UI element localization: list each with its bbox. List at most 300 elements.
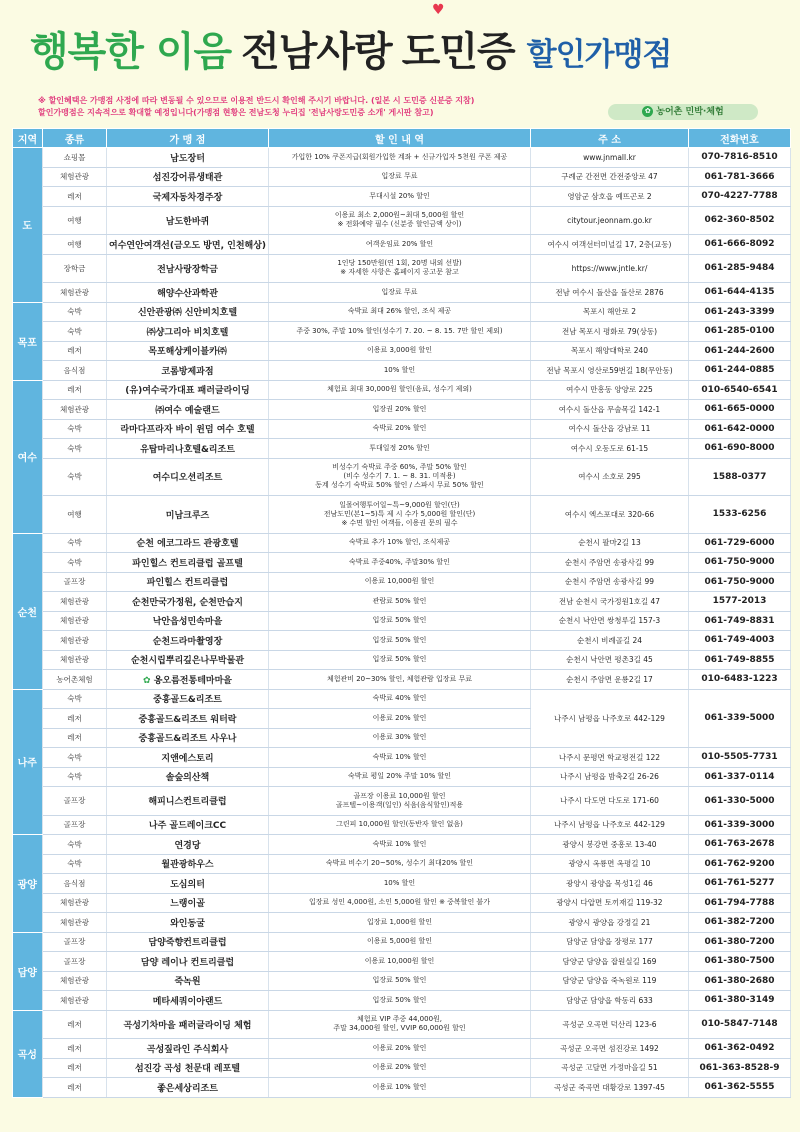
store-name: 느랭이골 — [170, 899, 205, 910]
discount-line: 숙박료 40% 할인 — [372, 694, 427, 703]
store-name-cell — [107, 1039, 269, 1059]
store-name: 낙안읍성민속마을 — [152, 617, 223, 628]
table-row — [13, 854, 791, 874]
table-row — [13, 874, 791, 894]
discount-cell — [269, 1058, 531, 1078]
address-cell: 목포시 해양대학로 240 — [531, 341, 689, 361]
address-cell: 광양시 다압면 토끼재길 119-32 — [531, 893, 689, 913]
address-cell: 순천시 주암면 송광사길 99 — [531, 572, 689, 592]
table-row — [13, 1010, 791, 1039]
category-cell: 여행 — [43, 235, 107, 255]
discount-line: 숙박료 10% 할인 — [372, 752, 427, 761]
discount-line: 그린피 10,000원 할인(동반자 할인 없음) — [336, 820, 463, 829]
discount-cell — [269, 1039, 531, 1059]
discount-cell — [269, 1078, 531, 1098]
category-cell: 체험관광 — [43, 283, 107, 303]
discount-line: 주중 30%, 주말 10% 할인(성수기 7. 20. ~ 8. 15. 7만 할인 제외) — [296, 326, 503, 335]
discount-cell — [269, 419, 531, 439]
table-row — [13, 787, 791, 816]
discount-line: 일몰여행투어일~특~9,000원 할인(단) — [339, 500, 460, 509]
discount-cell — [269, 148, 531, 168]
title-part-1: 행복한 이음 — [30, 29, 232, 75]
phone-cell: 010-6540-6541 — [689, 380, 791, 400]
col-header-phone: 전화번호 — [689, 129, 791, 148]
store-name: 곡성기차마을 패러글라이딩 체험 — [123, 1020, 252, 1031]
store-name-cell — [107, 361, 269, 381]
phone-cell: 061-762-9200 — [689, 854, 791, 874]
store-name: 섬진강 곡성 천문대 레포텔 — [134, 1064, 241, 1075]
phone-cell: 061-363-8528-9 — [689, 1058, 791, 1078]
discount-cell — [269, 572, 531, 592]
discount-line: ※ 수면 할인 여객들, 이용권 문의 필수 — [341, 518, 458, 527]
store-name-cell — [107, 893, 269, 913]
store-name-cell — [107, 206, 269, 235]
discount-line: 무대시설 20% 할인 — [369, 191, 430, 200]
discount-line: 입장료 1,000원 할인 — [366, 917, 433, 926]
category-cell: 레저 — [43, 728, 107, 748]
category-cell: 체험관광 — [43, 592, 107, 612]
table-row — [13, 835, 791, 855]
store-name: 연경당 — [174, 840, 201, 851]
leaf-icon: ✿ — [143, 675, 154, 686]
table-row — [13, 991, 791, 1011]
store-name-cell — [107, 400, 269, 420]
store-name: 월관광하우스 — [161, 860, 214, 871]
store-name-cell — [107, 874, 269, 894]
phone-cell: 061-642-0000 — [689, 419, 791, 439]
discount-line: 입장료 50% 할인 — [372, 995, 427, 1004]
category-cell: 음식점 — [43, 874, 107, 894]
region-cell: 곡성 — [13, 1010, 43, 1097]
store-name: 순천 에코그라드 관광호텔 — [136, 539, 239, 550]
discount-cell — [269, 302, 531, 322]
category-cell: 골프장 — [43, 932, 107, 952]
phone-cell: 061-337-0114 — [689, 767, 791, 787]
address-cell: 곡성군 죽곡면 대황강로 1397-45 — [531, 1078, 689, 1098]
discount-cell — [269, 322, 531, 342]
discount-line: 10% 할인 — [383, 365, 416, 374]
category-cell: 숙박 — [43, 854, 107, 874]
discount-line: 체험료 최대 30,000원 할인(음료, 성수기 제외) — [327, 385, 472, 394]
store-name: (유)여수국가대표 패러글라이딩 — [125, 386, 250, 397]
table-row — [13, 650, 791, 670]
address-cell: 영암군 삼호읍 예뜨곤로 2 — [531, 187, 689, 207]
store-name-cell — [107, 689, 269, 709]
table-row — [13, 893, 791, 913]
discount-cell — [269, 709, 531, 729]
title-part-2: 전남사랑 — [241, 29, 392, 75]
region-cell: 여수 — [13, 380, 43, 533]
phone-cell: 061-794-7788 — [689, 893, 791, 913]
address-cell: 여수시 만흥동 양양로 225 — [531, 380, 689, 400]
store-name: 옹오름전통테마마을 — [153, 675, 232, 686]
store-name-cell — [107, 496, 269, 534]
discount-line: 입장료 무료 — [381, 287, 418, 296]
discount-cell — [269, 650, 531, 670]
store-name-cell — [107, 533, 269, 553]
category-cell: 숙박 — [43, 835, 107, 855]
address-cell: 담양군 담양읍 죽녹원로 119 — [531, 971, 689, 991]
table-row — [13, 670, 791, 690]
store-name-cell — [107, 971, 269, 991]
category-cell: 골프장 — [43, 952, 107, 972]
discount-line: 숙박료 최대 26% 할인, 조식 제공 — [347, 307, 452, 316]
store-name-cell — [107, 283, 269, 303]
category-cell: 숙박 — [43, 689, 107, 709]
discount-cell — [269, 283, 531, 303]
category-cell: 체험관광 — [43, 631, 107, 651]
discount-line: 이용료 20% 할인 — [372, 713, 427, 722]
discount-line: 이용료 10,000원 할인 — [364, 956, 435, 965]
store-name-cell — [107, 254, 269, 283]
phone-cell: 010-5505-7731 — [689, 748, 791, 768]
table-row — [13, 1039, 791, 1059]
discount-cell — [269, 458, 531, 496]
address-cell: www.jnmall.kr — [531, 148, 689, 168]
phone-cell: 061-362-0492 — [689, 1039, 791, 1059]
store-name: 순천시립뿌리깊은나무박물관 — [130, 656, 245, 667]
discount-line: 숙박료 추가 10% 할인, 조식제공 — [348, 538, 451, 547]
table-row — [13, 439, 791, 459]
col-header-address: 주 소 — [531, 129, 689, 148]
discount-cell — [269, 952, 531, 972]
address-cell: 나주시 다도면 다도로 171-60 — [531, 787, 689, 816]
category-cell: 레저 — [43, 1058, 107, 1078]
table-row — [13, 553, 791, 573]
category-cell: 레저 — [43, 380, 107, 400]
phone-cell: 061-749-8855 — [689, 650, 791, 670]
store-name-cell — [107, 302, 269, 322]
phone-cell: 061-644-4135 — [689, 283, 791, 303]
discount-cell — [269, 380, 531, 400]
category-cell: 체험관광 — [43, 991, 107, 1011]
store-name-cell — [107, 148, 269, 168]
store-name: 지앤에스토리 — [161, 753, 214, 764]
store-name-cell — [107, 728, 269, 748]
address-cell: 나주시 남평읍 나주호로 442-129 — [531, 689, 689, 748]
discount-cell — [269, 815, 531, 835]
region-cell: 광양 — [13, 835, 43, 933]
discount-line: 10% 할인 — [383, 878, 416, 887]
table-row — [13, 913, 791, 933]
phone-cell: 061-761-5277 — [689, 874, 791, 894]
heart-icon: ♥ — [432, 2, 445, 18]
legend-label: 농어촌 민박·체험 — [656, 107, 724, 117]
title-part-3: 도민증 — [401, 29, 515, 75]
discount-cell — [269, 206, 531, 235]
store-name: 중흥골드&리조트 워터락 — [138, 714, 237, 725]
address-cell: 순천시 팔마2길 13 — [531, 533, 689, 553]
region-cell: 나주 — [13, 689, 43, 835]
discount-line: 비성수기 숙박료 주중 60%, 주말 50% 할인 — [332, 463, 467, 472]
store-name: 신안관광㈜ 신안비치호텔 — [137, 308, 238, 319]
region-cell: 순천 — [13, 533, 43, 689]
phone-cell: 061-244-0885 — [689, 361, 791, 381]
address-cell: 담양군 담양읍 학동리 633 — [531, 991, 689, 1011]
discount-line: 이용료 5,000원 할인 — [366, 937, 433, 946]
store-name: 좋은세상리조트 — [157, 1083, 218, 1094]
category-cell: 숙박 — [43, 553, 107, 573]
phone-cell: 010-5847-7148 — [689, 1010, 791, 1039]
address-cell: 여수시 소호로 295 — [531, 458, 689, 496]
table-row — [13, 187, 791, 207]
table-row — [13, 971, 791, 991]
store-name: 중흥골드&리조트 사우나 — [138, 734, 237, 745]
table-row — [13, 400, 791, 420]
address-cell: 담양군 담양읍 잡원실길 169 — [531, 952, 689, 972]
discount-line: 입장료 50% 할인 — [372, 635, 427, 644]
discount-cell — [269, 689, 531, 709]
note-1: ※ 할인혜택은 가맹점 사정에 따라 변동될 수 있으므로 이용전 반드시 확인해 주시기 바랍니다. (일본 시 도민증 신분증 지참) — [38, 96, 475, 105]
table-row — [13, 815, 791, 835]
notes — [38, 95, 508, 119]
legend-badge — [608, 104, 758, 120]
category-cell: 골프장 — [43, 815, 107, 835]
category-cell: 골프장 — [43, 787, 107, 816]
category-cell: 레저 — [43, 341, 107, 361]
discount-cell — [269, 496, 531, 534]
phone-cell: 061-382-7200 — [689, 913, 791, 933]
store-name: 목포해상케이블카㈜ — [148, 347, 227, 358]
table-row — [13, 361, 791, 381]
discount-cell — [269, 932, 531, 952]
store-name: 남도한바퀴 — [165, 216, 210, 227]
store-name: 섬진강어류생태관 — [152, 173, 223, 184]
store-name-cell — [107, 592, 269, 612]
store-name: 도심의터 — [170, 879, 205, 890]
table-row — [13, 932, 791, 952]
address-cell: citytour.jeonnam.go.kr — [531, 206, 689, 235]
table-row — [13, 283, 791, 303]
discount-line: 입장료 50% 할인 — [372, 976, 427, 985]
address-cell: 구례군 간전면 간전중앙로 47 — [531, 167, 689, 187]
phone-cell: 061-339-5000 — [689, 689, 791, 748]
category-cell: 숙박 — [43, 419, 107, 439]
store-name-cell — [107, 932, 269, 952]
store-name-cell — [107, 380, 269, 400]
discount-line: 이용료 30% 할인 — [372, 733, 427, 742]
discount-line: 이용료 10,000원 할인 — [364, 577, 435, 586]
discount-line: 입장료 무료 — [381, 172, 418, 181]
store-name-cell — [107, 187, 269, 207]
phone-cell: 061-750-9000 — [689, 572, 791, 592]
discount-cell — [269, 971, 531, 991]
discount-line: 입장료 성인 4,000원, 소인 5,000원 할인 ※ 중복할인 불가 — [309, 898, 490, 907]
store-name: 와인동굴 — [170, 918, 205, 929]
table-row — [13, 380, 791, 400]
phone-cell: 061-380-7200 — [689, 932, 791, 952]
discount-line: 이용료 20% 할인 — [372, 1063, 427, 1072]
col-header-region: 지역 — [13, 129, 43, 148]
store-name: ㈜샹그리아 비치호텔 — [146, 327, 229, 338]
table-row — [13, 322, 791, 342]
phone-cell: 070-7816-8510 — [689, 148, 791, 168]
table-row — [13, 592, 791, 612]
table-row — [13, 689, 791, 709]
store-name: 담양죽향컨트리클럽 — [148, 938, 227, 949]
table-row — [13, 496, 791, 534]
store-name-cell — [107, 913, 269, 933]
phone-cell: 061-729-6000 — [689, 533, 791, 553]
discount-cell — [269, 439, 531, 459]
store-name-cell — [107, 1058, 269, 1078]
phone-cell: 061-330-5000 — [689, 787, 791, 816]
discount-line: 투대일정 20% 할인 — [369, 443, 430, 452]
phone-cell: 061-750-9000 — [689, 553, 791, 573]
table-row — [13, 533, 791, 553]
store-name: 중흥골드&리조트 — [153, 695, 222, 706]
region-cell: 담양 — [13, 932, 43, 1010]
discount-line: 이용료 3,000원 할인 — [366, 346, 433, 355]
discount-cell — [269, 991, 531, 1011]
discount-cell — [269, 893, 531, 913]
discount-line: 체험료 VIP 주중 44,000원, — [356, 1015, 443, 1024]
address-cell: 여수시 오동도로 61-15 — [531, 439, 689, 459]
note-2: 할인가맹점은 지속적으로 확대할 예정입니다(가맹점 현황은 전남도청 누리집 '전남사랑도민증 소개' 게시판 참고) — [38, 108, 434, 117]
discount-cell — [269, 235, 531, 255]
store-name: 국제자동차경주장 — [152, 192, 223, 203]
discount-line: 관람료 50% 할인 — [372, 596, 427, 605]
store-name: 곡성짚라인 주식회사 — [146, 1044, 229, 1055]
discount-line: ※ 자세한 사항은 홈페이지 공고문 참고 — [340, 268, 459, 277]
store-name-cell — [107, 991, 269, 1011]
phone-cell: 061-781-3666 — [689, 167, 791, 187]
discount-line: 숙박료 주중40%, 주말30% 할인 — [349, 557, 450, 566]
store-name: 여수연안여객선(금오도 방면, 인천해상) — [109, 240, 267, 251]
discount-cell — [269, 728, 531, 748]
table-row — [13, 631, 791, 651]
address-cell: 나주시 남평읍 나주호로 442-129 — [531, 815, 689, 835]
discount-line: 골프텔~이용객(일인) 식음(음식할인)적용 — [335, 800, 464, 809]
page-title — [30, 20, 671, 77]
store-name: 라마다프라자 바이 윈덤 여수 호텔 — [120, 425, 255, 436]
phone-cell: 070-4227-7788 — [689, 187, 791, 207]
discount-line: 이용료 10% 할인 — [372, 1082, 427, 1091]
title-part-4: 할인가맹점 — [526, 37, 672, 73]
discount-cell — [269, 748, 531, 768]
phone-cell: 1533-6256 — [689, 496, 791, 534]
address-cell: 전남 순천시 국가정원1호길 47 — [531, 592, 689, 612]
store-name-cell — [107, 631, 269, 651]
address-cell: 광양시 광양읍 강정길 21 — [531, 913, 689, 933]
col-header-type: 종류 — [43, 129, 107, 148]
category-cell: 레저 — [43, 1010, 107, 1039]
col-header-discount: 할 인 내 역 — [269, 129, 531, 148]
phone-cell: 061-380-2680 — [689, 971, 791, 991]
store-name: 나주 골드레이크CC — [148, 821, 227, 832]
category-cell: 체험관광 — [43, 167, 107, 187]
discount-line: 골프장 이용료 10,000원 할인 — [353, 791, 446, 800]
discount-line: ※ 전화예약 필수 (신분증 할인금액 상이) — [337, 220, 462, 229]
discount-cell — [269, 341, 531, 361]
category-cell: 쇼핑몰 — [43, 148, 107, 168]
category-cell: 레저 — [43, 1078, 107, 1098]
category-cell: 체험관광 — [43, 893, 107, 913]
col-header-store: 가 맹 점 — [107, 129, 269, 148]
category-cell: 골프장 — [43, 572, 107, 592]
discount-line: 이용료 20% 할인 — [372, 1043, 427, 1052]
store-name-cell — [107, 458, 269, 496]
header — [0, 0, 800, 128]
store-name: 파인힐스 컨트리클럽 골프텔 — [132, 558, 243, 569]
address-cell: 광양시 광양읍 목성1길 46 — [531, 874, 689, 894]
address-cell: 순천시 주암면 운룡2길 17 — [531, 670, 689, 690]
store-name: 여수디오션리조트 — [152, 473, 223, 484]
store-name: 코롬방제과점 — [161, 366, 214, 377]
table-row — [13, 952, 791, 972]
table-row — [13, 572, 791, 592]
store-name-cell — [107, 670, 269, 690]
category-cell: 숙박 — [43, 767, 107, 787]
category-cell: 숙박 — [43, 458, 107, 496]
address-cell: 광양시 옥룡면 옥평길 10 — [531, 854, 689, 874]
table-body — [13, 148, 791, 1098]
address-cell: 곡성군 고달면 가정마을길 51 — [531, 1058, 689, 1078]
discount-line: 여객운임료 20% 할인 — [365, 239, 434, 248]
table-row — [13, 458, 791, 496]
discount-cell — [269, 1010, 531, 1039]
store-name-cell — [107, 1010, 269, 1039]
phone-cell: 1577-2013 — [689, 592, 791, 612]
store-name-cell — [107, 854, 269, 874]
address-cell: 담양군 담양읍 장평로 177 — [531, 932, 689, 952]
table-row — [13, 1078, 791, 1098]
address-cell: https://www.jntle.kr/ — [531, 254, 689, 283]
phone-cell: 061-665-0000 — [689, 400, 791, 420]
store-name: ㈜여수 예술랜드 — [155, 405, 220, 416]
phone-cell: 061-362-5555 — [689, 1078, 791, 1098]
category-cell: 여행 — [43, 496, 107, 534]
discount-cell — [269, 767, 531, 787]
category-cell: 숙박 — [43, 748, 107, 768]
discount-line: 숙박료 10% 할인 — [372, 839, 427, 848]
store-name: 해양수산과학관 — [157, 288, 218, 299]
phone-cell: 010-6483-1223 — [689, 670, 791, 690]
discount-cell — [269, 874, 531, 894]
discount-line: 입장권 20% 할인 — [372, 404, 427, 413]
address-cell: 여수시 돌산읍 무술목길 142-1 — [531, 400, 689, 420]
address-cell: 순천시 주암면 송광사길 99 — [531, 553, 689, 573]
discount-line: 동계 성수기 숙박료 50% 할인 / 스파시 무료 50% 할인 — [315, 481, 484, 490]
store-name-cell — [107, 235, 269, 255]
discount-line: 체험관비 20~30% 할인, 체험관람 입장료 무료 — [326, 674, 473, 683]
category-cell: 레저 — [43, 709, 107, 729]
store-name-cell — [107, 748, 269, 768]
store-name: 순천만국가정원, 순천만습지 — [132, 597, 243, 608]
table-row — [13, 748, 791, 768]
phone-cell: 061-690-8000 — [689, 439, 791, 459]
table-row — [13, 148, 791, 168]
category-cell: 숙박 — [43, 439, 107, 459]
phone-cell: 061-380-3149 — [689, 991, 791, 1011]
address-cell: 전남 목포시 영산로59번길 18(무안동) — [531, 361, 689, 381]
category-cell: 숙박 — [43, 302, 107, 322]
discount-line: 가입한 10% 쿠폰지급(회원가입한 계좌 + 신규가입자 5천원 쿠폰 제공 — [291, 152, 508, 161]
address-cell: 순천시 낙안면 평촌3길 45 — [531, 650, 689, 670]
table-row — [13, 611, 791, 631]
phone-cell: 1588-0377 — [689, 458, 791, 496]
store-name: 파인힐스 컨트리클럽 — [146, 578, 229, 589]
phone-cell: 061-380-7500 — [689, 952, 791, 972]
store-name: 미남크루즈 — [165, 510, 210, 521]
discount-line: 1인당 150만원(연 1회, 20명 내외 선발) — [337, 259, 462, 268]
phone-cell: 061-285-9484 — [689, 254, 791, 283]
table-row — [13, 206, 791, 235]
store-name: 유탑마리나호텔&리조트 — [140, 444, 235, 455]
discount-cell — [269, 167, 531, 187]
category-cell: 체험관광 — [43, 913, 107, 933]
category-cell: 농어촌체험 — [43, 670, 107, 690]
